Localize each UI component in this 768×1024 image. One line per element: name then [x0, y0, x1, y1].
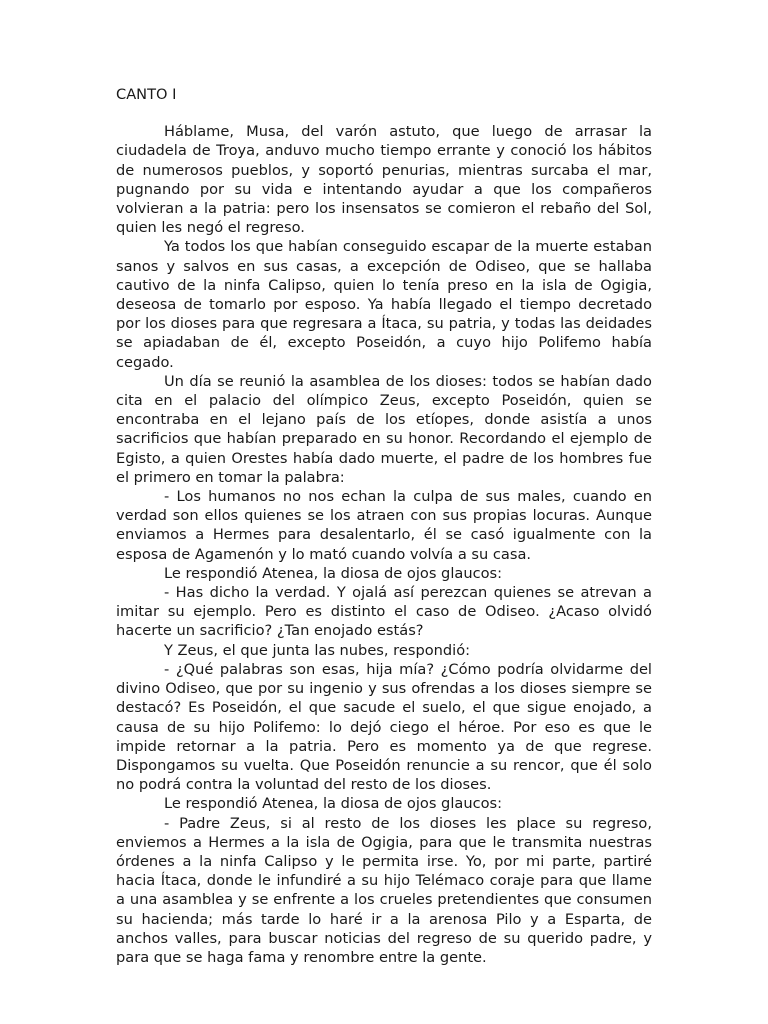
- paragraph-3: Un día se reunió la asamblea de los dioses: todos se habían dado cita en el palacio del olímpico Zeus, excepto Poseidón, quien se encontraba en el lejano país de los etíopes, donde asistía a unos sacrificios que habían preparado en su honor. Recordando el ejemplo de Egisto, a quien Orestes había dado muerte, el padre de los hombres fue el primero en tomar la palabra:: [116, 372, 652, 486]
- paragraph-6: - Has dicho la verdad. Y ojalá así perezcan quienes se atrevan a imitar su ejemplo. Pero es distinto el caso de Odiseo. ¿Acaso olvidó hacerte un sacrificio? ¿Tan enojado estás?: [116, 584, 652, 640]
- paragraph-8: - ¿Qué palabras son esas, hija mía? ¿Cómo podría olvidarme del divino Odiseo, que por su ingenio y sus ofrendas a los dioses siempre se destacó? Es Poseidón, el que sacude el suelo, el que sigue enojado, a causa de su hijo Polifemo: lo dejó ciego el héroe. Por eso es que le impide retornar a la patria. Pero es momento ya de que regrese. Dispongamos su vuelta. Que Poseidón renuncie a su rencor, que él solo no podrá contra la voluntad del resto de los dioses.: [116, 660, 652, 794]
- paragraph-2: Ya todos los que habían conseguido escapar de la muerte estaban sanos y salvos en sus casas, a excepción de Odiseo, que se hallaba cautivo de la ninfa Calipso, quien lo tenía preso en la isla de Ogigia, deseosa de tomarlo por esposo. Ya había llegado el tiempo decretado por los dioses para que regresara a Ítaca, su patria, y todas las deidades se apiadaban de él, excepto Poseidón, a cuyo hijo Polifemo había cegado.: [116, 238, 652, 371]
- paragraph-4: - Los humanos no nos echan la culpa de sus males, cuando en verdad son ellos quienes se los atraen con sus propias locuras. Aunque enviamos a Hermes para desalentarlo, él se casó igualmente con la esposa de Agamenón y lo mató cuando volvía a su casa.: [116, 488, 652, 563]
- chapter-title: CANTO I: [116, 86, 177, 103]
- paragraph-9: Le respondió Atenea, la diosa de ojos glaucos:: [164, 795, 503, 813]
- paragraph-5: Le respondió Atenea, la diosa de ojos glaucos:: [164, 564, 503, 582]
- paragraph-10: - Padre Zeus, si al resto de los dioses les place su regreso, enviemos a Hermes a la isla de Ogigia, para que le transmita nuestras órdenes a la ninfa Calipso y le permita irse. Yo, por mi parte, partiré hacia Ítaca, donde le infundiré a su hijo Telémaco coraje para que llame a una asamblea y se enfrente a los crueles pretendientes que consumen su hacienda; más tarde lo haré ir a la arenosa Pilo y a Esparta, de anchos valles, para buscar noticias del regreso de su querido padre, y para que se haga fama y renombre entre la gente.: [116, 814, 652, 966]
- paragraph-7: Y Zeus, el que junta las nubes, respondió:: [164, 641, 471, 659]
- document-page: [116, 85, 652, 967]
- paragraph-1: Háblame, Musa, del varón astuto, que luego de arrasar la ciudadela de Troya, anduvo mucho tiempo errante y conoció los hábitos de numerosos pueblos, y soportó penurias, mientras surcaba el mar, pugnando por su vida e intentando ayudar a que los compañeros volvieran a la patria: pero los insensatos se comieron el rebaño del Sol, quien les negó el regreso.: [116, 123, 652, 237]
